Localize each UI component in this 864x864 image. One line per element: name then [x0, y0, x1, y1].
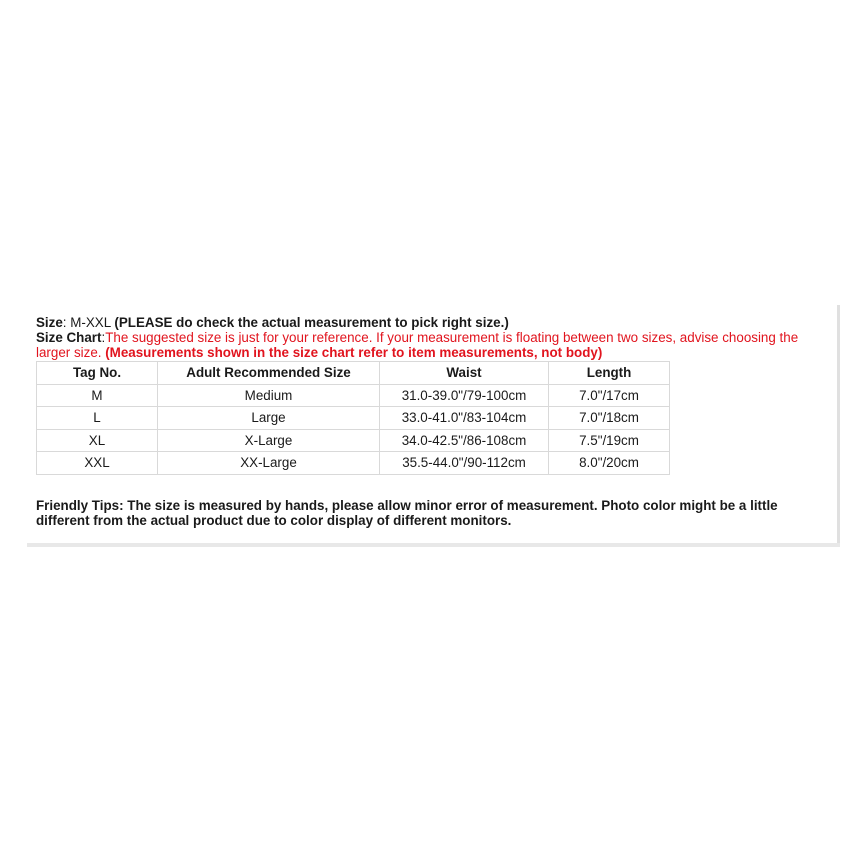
header-adult-recommended-size: Adult Recommended Size [158, 362, 380, 385]
cell-tag-no: L [37, 407, 158, 430]
cell-waist: 34.0-42.5"/86-108cm [380, 429, 549, 452]
size-table [36, 361, 670, 475]
size-value: : M-XXL [62, 315, 115, 330]
cell-tag-no: M [37, 384, 158, 407]
cell-waist: 31.0-39.0"/79-100cm [380, 384, 549, 407]
size-chart-notice-bold: (Measurements shown in the size chart refer to item measurements, not body) [105, 345, 603, 360]
size-note: (PLEASE do check the actual measurement to pick right size.) [114, 315, 509, 330]
size-chart-colon: : [101, 330, 106, 345]
size-label: Size [36, 315, 63, 330]
cell-adult-size: X-Large [158, 429, 380, 452]
header-waist: Waist [380, 362, 549, 385]
header-length: Length [549, 362, 670, 385]
cell-length: 7.0"/18cm [549, 407, 670, 430]
header-tag-no: Tag No. [37, 362, 158, 385]
cell-length: 7.0"/17cm [549, 384, 670, 407]
cell-tag-no: XL [37, 429, 158, 452]
size-line [36, 315, 831, 330]
panel-right-border [837, 305, 840, 546]
cell-waist: 35.5-44.0"/90-112cm [380, 452, 549, 475]
size-chart-notice: The suggested size is just for your reference. If your measurement is floating between two sizes, advise choosing the larger size. [36, 330, 799, 360]
panel-bottom-border [27, 543, 840, 547]
size-chart-line [36, 330, 831, 360]
cell-adult-size: Large [158, 407, 380, 430]
cell-adult-size: XX-Large [158, 452, 380, 475]
table-row [37, 429, 670, 452]
table-row [37, 384, 670, 407]
cell-tag-no: XXL [37, 452, 158, 475]
cell-length: 8.0"/20cm [549, 452, 670, 475]
cell-waist: 33.0-41.0"/83-104cm [380, 407, 549, 430]
table-row [37, 407, 670, 430]
cell-adult-size: Medium [158, 384, 380, 407]
size-info-content [36, 315, 831, 528]
size-chart-label: Size Chart [36, 330, 102, 345]
friendly-tips: Friendly Tips: The size is measured by hands, please allow minor error of measurement. Photo color might be a little different from the actual product due to color display of different monitors. [36, 497, 778, 528]
cell-length: 7.5"/19cm [549, 429, 670, 452]
table-header-row [37, 362, 670, 385]
table-row [37, 452, 670, 475]
